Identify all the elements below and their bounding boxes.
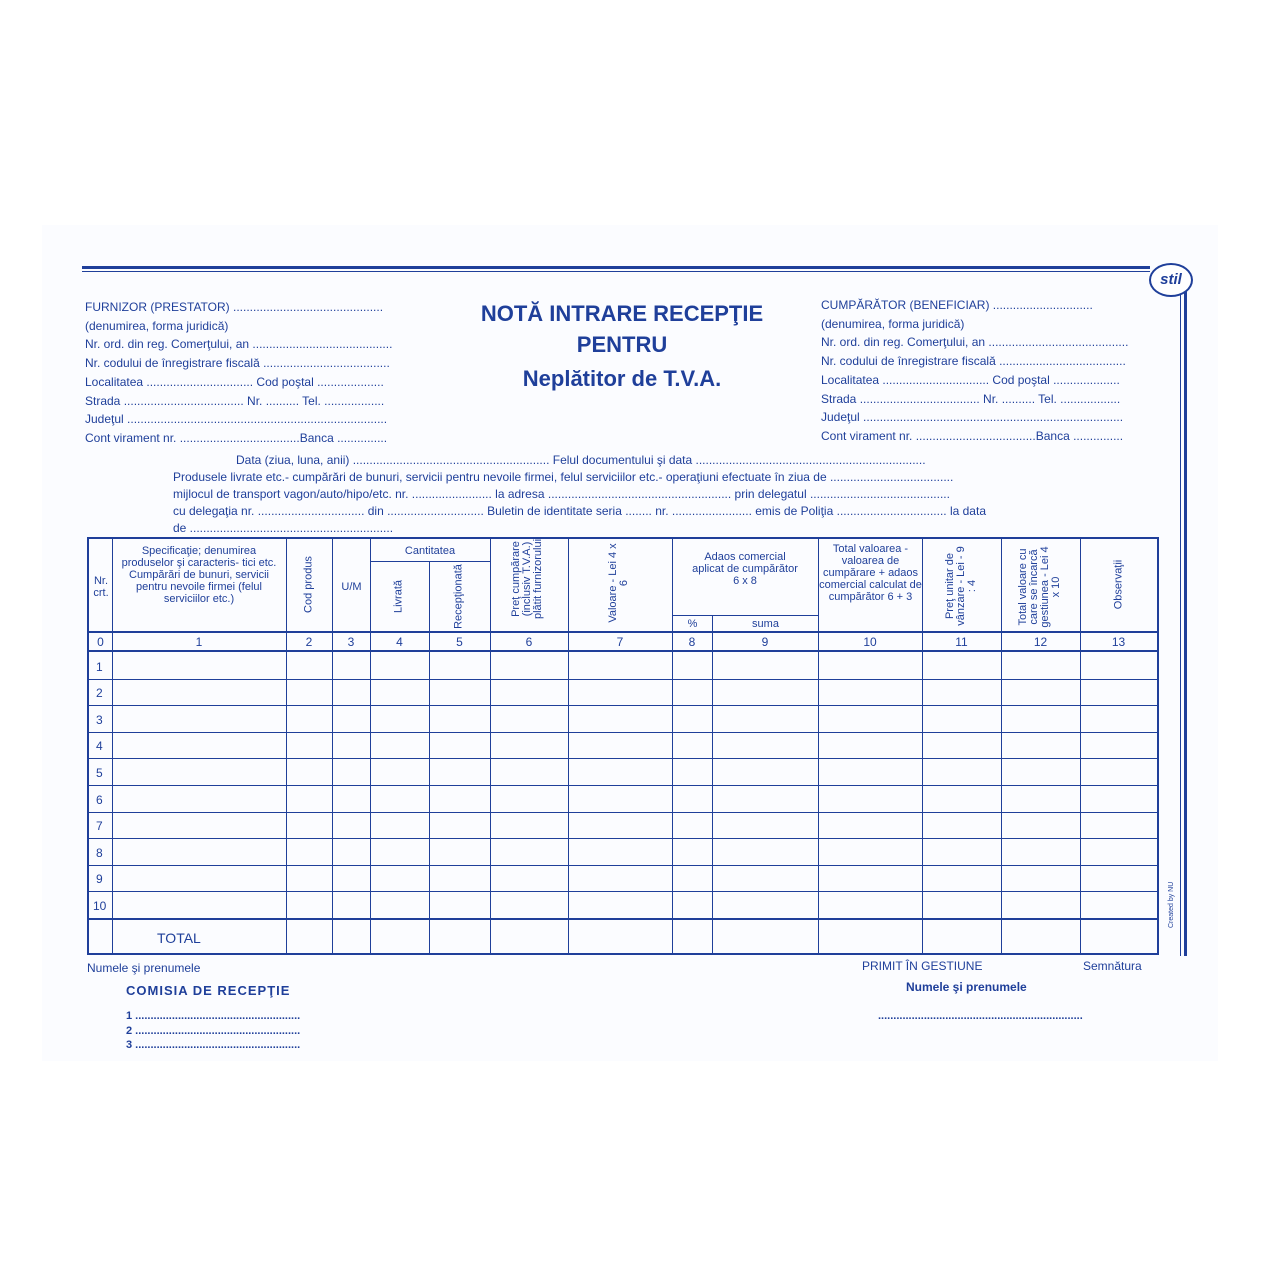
received-sign-line: ...................................................................	[878, 1010, 1083, 1022]
document-title	[442, 298, 802, 398]
row-line	[89, 732, 1157, 733]
buyer-line: Judeţul ..............................................................................	[821, 410, 1124, 425]
title-line-3: Neplătitor de T.V.A.	[522, 366, 722, 391]
top-rule-thin	[82, 271, 1150, 272]
row-number: 8	[96, 846, 103, 860]
middle-line-1: Data (ziua, luna, anii) ........................................................... Felul documentului şi data .....................................................................	[236, 453, 926, 467]
commission-title: COMISIA DE RECEPŢIE	[126, 983, 291, 998]
supplier-block	[85, 298, 392, 448]
buyer-line: CUMPĂRĂTOR (BENEFICIAR) ..............................	[821, 298, 1093, 312]
commission-sign-1: 1 ......................................................	[126, 1010, 301, 1022]
right-rule	[1184, 286, 1187, 956]
col-line	[429, 561, 430, 953]
header-suma: suma	[752, 618, 779, 630]
header-pret: Preţ cumpărare (inclusiv T.V.A.) plătit furnizorului	[510, 538, 544, 620]
row-line	[89, 785, 1157, 786]
row-number: 7	[96, 819, 103, 833]
col-number: 7	[616, 635, 624, 649]
col-line	[712, 615, 713, 953]
names-label-right: Numele şi prenumele	[906, 980, 1027, 994]
buyer-line: Nr. codului de înregistrare fiscală ......................................	[821, 354, 1126, 369]
signature-label: Semnătura	[1083, 959, 1142, 973]
supplier-line: Cont virament nr. ....................................Banca ...............	[85, 430, 388, 445]
col-number: 0	[97, 635, 104, 649]
header-pret-vanzare: Preţ unitar de vânzare - Lei - 9 : 4	[944, 546, 978, 626]
col-number: 12	[1033, 635, 1048, 649]
commission-sign-3: 3 ......................................................	[126, 1039, 301, 1051]
middle-line-4: cu delegaţia nr. ................................ din ............................. Buletin de identitate seria ........ nr. ........................ emis de Poliţia ................................. la data	[173, 504, 986, 518]
row-line	[89, 918, 1157, 920]
header-pct: %	[687, 618, 698, 630]
buyer-line: (denumirea, forma juridică)	[821, 316, 965, 331]
header-um: U/M	[341, 581, 362, 593]
header-cod: Cod produs	[302, 556, 315, 613]
row-line	[89, 891, 1157, 892]
supplier-line: Judeţul ..............................................................................	[85, 412, 388, 427]
header-valoare: Valoare - Lei 4 x 6	[607, 543, 630, 623]
buyer-line: Strada .................................... Nr. .......... Tel. ..................	[821, 391, 1121, 406]
col-number: 2	[305, 635, 313, 649]
supplier-line: (denumirea, forma juridică)	[85, 318, 229, 333]
header-livrata: Livrată	[392, 579, 405, 614]
row-line	[672, 615, 818, 616]
top-rule	[82, 266, 1150, 269]
header-spec: Specificaţie; denumirea produselor şi caracteris- tici etc. Cumpărări de bunuri, servicii pentru nevoile firmei (felul serviciilor etc.)	[121, 545, 277, 605]
buyer-line: Nr. ord. din reg. Comerţului, an ..........................................	[821, 335, 1129, 350]
header-receptionata: Recepţionată	[452, 564, 465, 629]
total-label: TOTAL	[157, 930, 201, 946]
row-number: 9	[96, 872, 103, 886]
row-line	[89, 865, 1157, 866]
row-line	[89, 631, 1157, 633]
row-line	[89, 650, 1157, 652]
row-line	[370, 561, 490, 562]
title-line-1: NOTĂ INTRARE RECEPŢIE	[480, 301, 764, 326]
row-number: 2	[96, 686, 103, 700]
row-number: 5	[96, 766, 103, 780]
commission-sign-2: 2 ......................................................	[126, 1025, 301, 1037]
col-number: 13	[1111, 635, 1126, 649]
col-number: 8	[688, 635, 696, 649]
row-line	[89, 705, 1157, 706]
col-number: 5	[456, 635, 463, 649]
col-number: 9	[761, 635, 769, 649]
title-line-2: PENTRU	[576, 332, 668, 357]
row-line	[89, 812, 1157, 813]
col-number: 10	[863, 635, 877, 649]
received-label: PRIMIT ÎN GESTIUNE	[862, 959, 983, 973]
buyer-block	[821, 296, 1128, 446]
supplier-line: Strada .................................... Nr. .......... Tel. ..................	[85, 393, 385, 408]
right-rule-thin	[1180, 286, 1181, 956]
middle-line-5: de .............................................................	[173, 521, 394, 535]
reception-table	[87, 537, 1159, 955]
row-line	[89, 679, 1157, 680]
row-number: 6	[96, 793, 103, 807]
header-cantitatea: Cantitatea	[404, 545, 456, 557]
col-number: 11	[955, 635, 968, 649]
stil-logo: stil	[1149, 263, 1193, 297]
header-observatii: Observaţii	[1112, 559, 1125, 610]
buyer-line: Localitatea ................................ Cod poştal ....................	[821, 372, 1120, 387]
buyer-line: Cont virament nr. ....................................Banca ...............	[821, 428, 1124, 443]
header-nr: Nr. crt.	[93, 575, 109, 599]
col-number: 1	[195, 635, 203, 649]
supplier-line: Localitatea ................................ Cod poştal ....................	[85, 374, 384, 389]
supplier-line: FURNIZOR (PRESTATOR) .............................................	[85, 300, 384, 314]
row-number: 3	[96, 713, 103, 727]
created-by-text: Created by NU	[1168, 881, 1175, 928]
col-number: 4	[396, 635, 403, 649]
header-total-valoarea: Total valoarea - valoarea de cumpărare + adaos comercial calculat de cumpărător 6 + 3	[819, 543, 922, 603]
row-number: 1	[96, 660, 103, 674]
row-number: 4	[96, 739, 103, 753]
row-line	[89, 838, 1157, 839]
col-number: 6	[525, 635, 533, 649]
header-adaos: Adaos comercial aplicat de cumpărător 6 x 8	[692, 551, 798, 587]
middle-line-2: Produsele livrate etc.- cumpărări de bunuri, servicii pentru nevoile firmei, felul serviciilor etc.- operaţiuni efectuate în ziua de .....................................	[173, 470, 954, 484]
row-line	[89, 758, 1157, 759]
supplier-line: Nr. ord. din reg. Comerţului, an ..........................................	[85, 337, 393, 352]
row-number: 10	[93, 899, 107, 913]
supplier-line: Nr. codului de înregistrare fiscală ......................................	[85, 356, 390, 371]
middle-line-3: mijlocul de transport vagon/auto/hipo/etc. nr. ........................ la adresa ....................................................... prin delegatul ..........................................	[173, 487, 950, 501]
col-number: 3	[347, 635, 355, 649]
header-total-gestiune: Total valoare cu care se încarcă gestiunea - Lei 4 x 10	[1017, 546, 1062, 628]
names-label-left: Numele şi prenumele	[87, 961, 201, 975]
